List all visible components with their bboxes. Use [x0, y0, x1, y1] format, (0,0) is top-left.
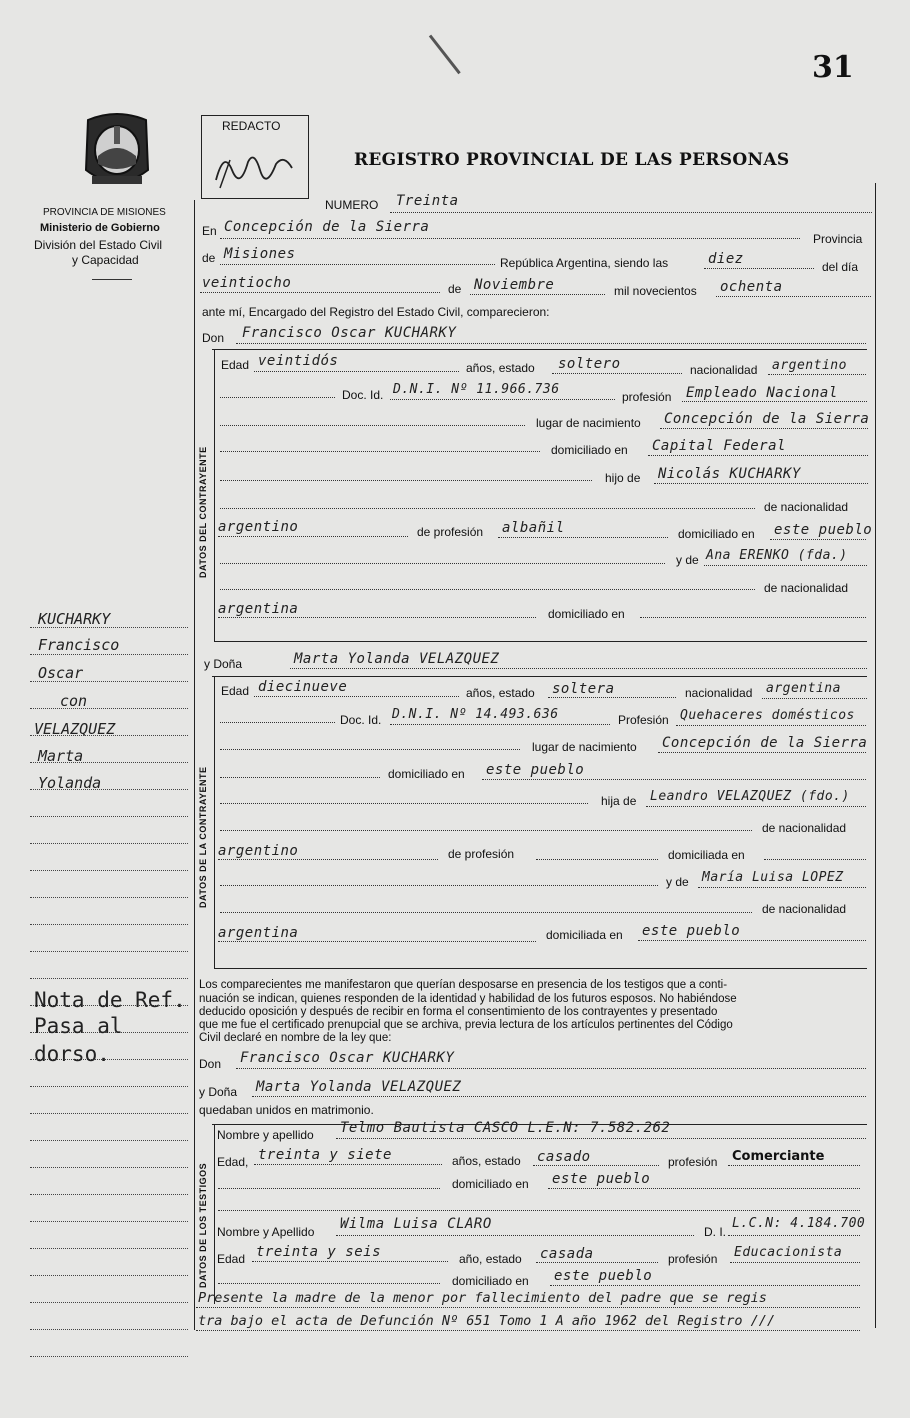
c1-doc-value: D.N.I. Nº 11.966.736 [393, 382, 560, 397]
c1-madre-dom-label: domiciliado en [548, 607, 625, 621]
c1-hijo-label: hijo de [605, 471, 641, 485]
t2-edad-label: Edad [217, 1252, 246, 1266]
dia-value: veintiocho [202, 275, 292, 291]
declaration-line-2: nuación se indican, quienes responden de la identidad y habilidad de los futuros esposos. No habiéndose [199, 993, 737, 1005]
margin-rule-line [30, 870, 188, 871]
testigos-note-2: tra bajo el acta de Defunción Nº 651 Tomo 1 A año 1962 del Registro /// [198, 1313, 776, 1329]
decl-dona-value: Marta Yolanda VELAZQUEZ [256, 1079, 462, 1095]
margin-name-7: Yolanda [38, 774, 102, 792]
declaration-line-5: Civil declaré en nombre de la ley que: [199, 1032, 392, 1044]
c1-denac-label: de nacionalidad [764, 500, 849, 514]
t1-nombre-label: Nombre y apellido [217, 1128, 314, 1142]
c2-padre-dom-label: domiciliada en [668, 848, 745, 862]
ante-label: ante mí, Encargado del Registro del Estado Civil, comparecieron: [202, 305, 550, 319]
c2-edad-label: Edad [221, 684, 250, 698]
t2-doc-value: L.C.N: 4.184.700 [732, 1216, 866, 1231]
c1-prof-label: profesión [622, 390, 672, 404]
margin-name-5: VELAZQUEZ [34, 720, 116, 738]
numero-label: NUMERO [325, 198, 379, 212]
c2-box-left [214, 676, 215, 968]
decl-closing: quedaban unidos en matrimonio. [199, 1103, 374, 1117]
margin-rule-line [30, 654, 188, 655]
division-label: División del Estado Civil [34, 238, 163, 252]
c2-doc-label: Doc. Id. [340, 713, 382, 727]
t1-dom-value: este pueblo [552, 1171, 651, 1187]
de-value: Misiones [224, 246, 296, 262]
c1-lugar-label: lugar de nacimiento [536, 416, 641, 430]
c1-edad-value: veintidós [258, 353, 339, 369]
de-label: de [202, 251, 216, 265]
c1-side-label: DATOS DEL CONTRAYENTE [198, 446, 208, 578]
hora-value: diez [708, 251, 744, 267]
margin-rule-line [30, 1329, 188, 1330]
declaration-line-4: que me fue el certificado prenupcial que se archiva, previa lectura de los artículos pertinentes del Código [199, 1019, 733, 1031]
c2-denac-label: de nacionalidad [762, 821, 847, 835]
t2-nombre-label: Nombre y Apellido [217, 1225, 315, 1239]
t2-nombre-value: Wilma Luisa CLARO [340, 1216, 492, 1232]
c2-nac-value: argentina [766, 681, 841, 696]
c2-edad-value: diecinueve [258, 679, 348, 695]
redacto-stamp [201, 115, 309, 199]
c2-nac-label: nacionalidad [685, 686, 753, 700]
c2-estado-value: soltera [552, 681, 615, 697]
t1-edad-label: Edad, [217, 1155, 249, 1169]
testigos-side-label: DATOS DE LOS TESTIGOS [198, 1162, 208, 1288]
c1-yde-label: y de [676, 553, 699, 567]
c2-madre-value: María Luisa LOPEZ [702, 870, 844, 885]
t1-prof-label: profesión [668, 1155, 718, 1169]
t2-prof-value: Educacionista [734, 1245, 843, 1260]
t1-estado-value: casado [537, 1149, 591, 1165]
c2-padre-value: Leandro VELAZQUEZ (fdo.) [650, 789, 850, 804]
c2-hija-label: hija de [601, 794, 637, 808]
c1-lugar-value: Concepción de la Sierra [664, 411, 870, 427]
c1-deprof-label: de profesión [417, 525, 484, 539]
margin-name-2: Francisco [38, 636, 120, 654]
t2-estado-label: año, estado [459, 1252, 522, 1266]
c1-madre-nac: argentina [218, 601, 299, 617]
margin-rule-line [30, 924, 188, 925]
margin-note-2: Pasa al [34, 1014, 123, 1038]
margin-rule-line [30, 1140, 188, 1141]
margin-note-3: dorso. [34, 1042, 110, 1066]
decl-don-value: Francisco Oscar KUCHARKY [240, 1050, 455, 1066]
c1-padre-value: Nicolás KUCHARKY [658, 466, 801, 482]
page-title: REGISTRO PROVINCIAL DE LAS PERSONAS [354, 150, 790, 170]
margin-rule-line [30, 1275, 188, 1276]
republica-label: República Argentina, siendo las [500, 256, 669, 270]
testigos-box-left [214, 1124, 215, 1304]
margin-name-3: Oscar [38, 664, 84, 682]
margin-rule-line [30, 1113, 188, 1114]
c2-prof-label: Profesión [618, 713, 669, 727]
numero-value: Treinta [396, 193, 459, 209]
de2-label: de [448, 282, 462, 296]
c2-deprof-label: de profesión [448, 847, 515, 861]
c1-nac-label: nacionalidad [690, 363, 758, 377]
c1-dom-label: domiciliado en [551, 443, 628, 457]
t2-doc-label: D. I. [704, 1225, 727, 1239]
redacto-label: REDACTO [222, 119, 281, 133]
c1-prof-value: Empleado Nacional [686, 385, 838, 401]
c2-side-label: DATOS DE LA CONTRAYENTE [198, 766, 208, 908]
c2-madre-nac: argentina [218, 925, 299, 941]
c1-estado-label: años, estado [466, 361, 535, 375]
provincia-label: Provincia [813, 232, 863, 246]
c1-box-left [214, 349, 215, 641]
c2-denac2-label: de nacionalidad [762, 902, 847, 916]
anio-value: ochenta [720, 279, 783, 295]
left-frame [194, 200, 195, 1330]
don-value: Francisco Oscar KUCHARKY [242, 325, 457, 341]
c2-yde-label: y de [666, 875, 689, 889]
c2-doc-value: D.N.I. Nº 14.493.636 [392, 707, 559, 722]
c1-nac-value: argentino [772, 358, 847, 373]
t2-edad-value: treinta y seis [256, 1244, 382, 1260]
c2-madre-dom: este pueblo [642, 923, 741, 939]
decl-don-label: Don [199, 1057, 222, 1071]
c1-dom-value: Capital Federal [652, 438, 786, 454]
t2-dom-label: domiciliado en [452, 1274, 529, 1288]
t1-prof-value: Comerciante [732, 1149, 825, 1164]
c1-denac2-label: de nacionalidad [764, 581, 849, 595]
t2-prof-label: profesión [668, 1252, 718, 1266]
province-label: PROVINCIA DE MISIONES [43, 207, 166, 218]
margin-rule-line [30, 843, 188, 844]
margin-rule-line [30, 1248, 188, 1249]
c2-estado-label: años, estado [466, 686, 535, 700]
division-label-2: y Capacidad [72, 253, 139, 267]
page-number: 31 [812, 50, 854, 85]
declaration-line-1: Los comparecientes me manifestaron que querían desposarse en presencia de los testigos que a conti- [199, 979, 728, 991]
staple-mark [429, 35, 461, 75]
decl-dona-label: y Doña [199, 1085, 238, 1099]
t1-estado-label: años, estado [452, 1154, 521, 1168]
margin-note-1: Nota de Ref. [34, 988, 186, 1012]
c2-dona-value: Marta Yolanda VELAZQUEZ [294, 651, 500, 667]
c1-doc-label: Doc. Id. [342, 388, 384, 402]
margin-rule-line [30, 1086, 188, 1087]
c2-lugar-value: Concepción de la Sierra [662, 735, 868, 751]
c2-prof-value: Quehaceres domésticos [680, 708, 855, 723]
right-frame [875, 183, 876, 1328]
c1-padre-nac: argentino [218, 519, 299, 535]
en-label: En [202, 224, 217, 238]
en-value: Concepción de la Sierra [224, 219, 430, 235]
margin-rule-line [30, 951, 188, 952]
c2-dom-value: este pueblo [486, 762, 585, 778]
t1-edad-value: treinta y siete [258, 1147, 392, 1163]
signature-scribble [210, 140, 300, 192]
c1-estado-value: soltero [558, 356, 621, 372]
c2-y-dona-label: y Doña [204, 657, 243, 671]
margin-name-1: KUCHARKY [38, 610, 111, 628]
ministry-label: Ministerio de Gobierno [40, 222, 160, 234]
c1-padre-dom-label: domiciliado en [678, 527, 755, 541]
del-dia-label: del día [822, 260, 859, 274]
testigos-note-1: Presente la madre de la menor por fallecimiento del padre que se regis [198, 1290, 767, 1306]
c2-dom-label: domiciliado en [388, 767, 465, 781]
margin-name-4: con [60, 692, 88, 710]
t2-estado-value: casada [540, 1246, 594, 1262]
c1-padre-dom: este pueblo [774, 522, 873, 538]
c1-padre-prof: albañil [502, 520, 565, 536]
margin-rule-line [30, 978, 188, 979]
margin-rule-line [30, 708, 188, 709]
margin-name-6: Marta [38, 747, 84, 765]
mil-label: mil novecientos [614, 284, 697, 298]
c1-madre-value: Ana ERENKO (fda.) [706, 548, 848, 563]
c1-edad-label: Edad [221, 358, 250, 372]
margin-rule-line [30, 1167, 188, 1168]
don-label: Don [202, 331, 225, 345]
t1-nombre-value: Telmo Bautista CASCO L.E.N: 7.582.262 [340, 1120, 671, 1136]
mes-value: Noviembre [474, 277, 555, 293]
header-divider [92, 279, 132, 280]
c2-lugar-label: lugar de nacimiento [532, 740, 637, 754]
t2-dom-value: este pueblo [554, 1268, 653, 1284]
c2-madre-dom-label: domiciliada en [546, 928, 623, 942]
margin-rule-line [30, 897, 188, 898]
c2-padre-nac: argentino [218, 843, 299, 859]
margin-rule-line [30, 816, 188, 817]
margin-rule-line [30, 1194, 188, 1195]
declaration-line-3: deducido oposición y después de recibir en forma el consentimiento de los contrayentes y presentado [199, 1006, 718, 1018]
margin-rule-line [30, 1356, 188, 1357]
margin-rule-line [30, 1302, 188, 1303]
margin-rule-line [30, 1221, 188, 1222]
t1-dom-label: domiciliado en [452, 1177, 529, 1191]
province-coat-of-arms [78, 112, 156, 194]
